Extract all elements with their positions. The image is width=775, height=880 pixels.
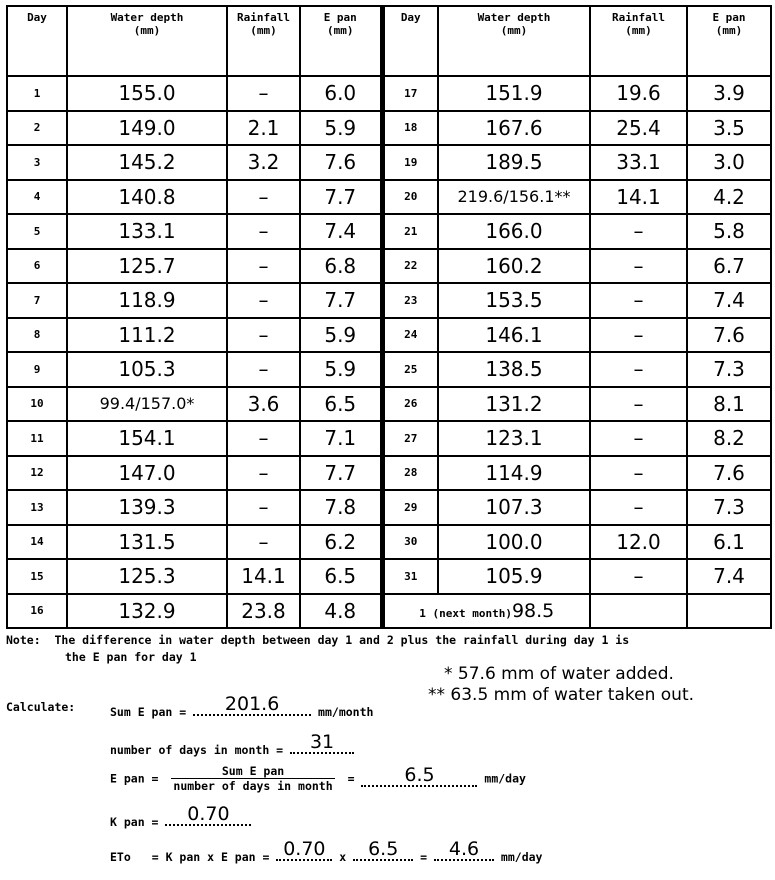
- water-depth-cell: 123.1: [438, 421, 590, 456]
- day-cell: 20: [382, 180, 438, 215]
- table-row: [7, 594, 771, 629]
- water-depth-cell: 125.3: [67, 559, 227, 594]
- epan-cell: 8.1: [687, 387, 771, 422]
- day-cell: 27: [382, 421, 438, 456]
- day-cell: 5: [7, 214, 67, 249]
- header-epan: E pan (mm): [300, 6, 382, 76]
- table-row: [7, 352, 771, 387]
- water-depth-cell: 111.2: [67, 318, 227, 353]
- day-cell: 29: [382, 490, 438, 525]
- rainfall-cell: –: [590, 421, 687, 456]
- sum-epan-field: 201.6: [193, 700, 311, 716]
- water-taken-note: ** 63.5 mm of water taken out.: [428, 685, 695, 705]
- rainfall-cell: –: [590, 387, 687, 422]
- note-label: Note:: [6, 633, 41, 647]
- day-cell: 18: [382, 111, 438, 146]
- day-cell: 3: [7, 145, 67, 180]
- epan-cell: 7.6: [687, 456, 771, 491]
- day-cell: 6: [7, 249, 67, 284]
- epan-value-field: 6.5: [361, 771, 477, 787]
- day-cell: 14: [7, 525, 67, 560]
- water-depth-cell: 131.5: [67, 525, 227, 560]
- table-row: [7, 145, 771, 180]
- epan-cell: 7.1: [300, 421, 382, 456]
- next-month-cell: [382, 594, 590, 629]
- table-row: [7, 490, 771, 525]
- next-month-depth: 98.5: [511, 599, 555, 622]
- table-row: [7, 421, 771, 456]
- water-depth-cell: 155.0: [67, 76, 227, 111]
- empty-cell: [590, 594, 687, 629]
- rainfall-cell: –: [227, 214, 300, 249]
- water-depth-cell: 131.2: [438, 387, 590, 422]
- water-depth-cell: 189.5: [438, 145, 590, 180]
- rainfall-cell: –: [227, 76, 300, 111]
- water-depth-cell: 99.4/157.0*: [67, 387, 227, 422]
- epan-cell: 3.5: [687, 111, 771, 146]
- day-cell: 24: [382, 318, 438, 353]
- header-epan-2: E pan (mm): [687, 6, 771, 76]
- rainfall-cell: 25.4: [590, 111, 687, 146]
- day-cell: 26: [382, 387, 438, 422]
- water-depth-cell: 105.3: [67, 352, 227, 387]
- table-row: [7, 559, 771, 594]
- water-depth-cell: 138.5: [438, 352, 590, 387]
- water-depth-cell: 139.3: [67, 490, 227, 525]
- table-body: [7, 76, 771, 628]
- rainfall-cell: –: [227, 249, 300, 284]
- epan-cell: 6.0: [300, 76, 382, 111]
- rainfall-cell: 3.2: [227, 145, 300, 180]
- rainfall-cell: –: [590, 214, 687, 249]
- water-depth-cell: 114.9: [438, 456, 590, 491]
- calculate-label: Calculate:: [6, 700, 76, 714]
- water-depth-cell: 107.3: [438, 490, 590, 525]
- epan-cell: 7.4: [300, 214, 382, 249]
- epan-cell: 6.8: [300, 249, 382, 284]
- epan-cell: 8.2: [687, 421, 771, 456]
- kpan-line: K pan = 0.70: [110, 810, 251, 829]
- rainfall-cell: 14.1: [227, 559, 300, 594]
- epan-cell: 7.8: [300, 490, 382, 525]
- table-row: [7, 387, 771, 422]
- rainfall-cell: –: [227, 352, 300, 387]
- empty-cell: [687, 594, 771, 629]
- rainfall-cell: –: [227, 490, 300, 525]
- epan-cell: 6.2: [300, 525, 382, 560]
- epan-cell: 6.5: [300, 387, 382, 422]
- epan-formula-line: E pan = $\frac{\text{Sum E pan}}{\text{number of days in month}}$ = 6.5 mm/day: [110, 763, 526, 793]
- day-cell: 10: [7, 387, 67, 422]
- table-row: [7, 283, 771, 318]
- table-row: [7, 456, 771, 491]
- epan-cell: 7.7: [300, 180, 382, 215]
- water-depth-cell: 153.5: [438, 283, 590, 318]
- epan-cell: 5.8: [687, 214, 771, 249]
- eto-line: ETo = K pan x E pan = 0.70 x 6.5 = 4.6 mm/day: [110, 838, 543, 864]
- kpan-field: 0.70: [165, 810, 251, 826]
- rainfall-cell: 3.6: [227, 387, 300, 422]
- water-depth-cell: 105.9: [438, 559, 590, 594]
- sum-epan-line: Sum E pan = 201.6 mm/month: [110, 693, 374, 719]
- day-cell: 17: [382, 76, 438, 111]
- water-added-note: * 57.6 mm of water added.: [444, 664, 674, 684]
- header-water-depth-2: Water depth (mm): [438, 6, 590, 76]
- days-in-month-line: number of days in month = 31: [110, 738, 354, 757]
- epan-cell: 6.1: [687, 525, 771, 560]
- water-depth-cell: 146.1: [438, 318, 590, 353]
- water-depth-cell: 147.0: [67, 456, 227, 491]
- water-depth-cell: 151.9: [438, 76, 590, 111]
- day-cell: 31: [382, 559, 438, 594]
- day-cell: 23: [382, 283, 438, 318]
- rainfall-cell: –: [590, 249, 687, 284]
- water-depth-cell: 118.9: [67, 283, 227, 318]
- epan-cell: 5.9: [300, 111, 382, 146]
- day-cell: 25: [382, 352, 438, 387]
- water-depth-cell: 160.2: [438, 249, 590, 284]
- day-cell: 21: [382, 214, 438, 249]
- epan-cell: 7.7: [300, 456, 382, 491]
- note-line-1: The difference in water depth between day 1 and 2 plus the rainfall during day 1 is: [54, 633, 630, 647]
- day-cell: 1: [7, 76, 67, 111]
- epan-cell: 5.9: [300, 352, 382, 387]
- day-cell: 8: [7, 318, 67, 353]
- water-depth-cell: 125.7: [67, 249, 227, 284]
- header-day: Day: [7, 6, 67, 76]
- epan-cell: 7.6: [687, 318, 771, 353]
- day-cell: 28: [382, 456, 438, 491]
- header-rainfall-2: Rainfall (mm): [590, 6, 687, 76]
- epan-fraction: $\frac{\text{Sum E pan}}{\text{number of days in month}}$: [173, 764, 333, 793]
- day-cell: 4: [7, 180, 67, 215]
- water-depth-cell: 149.0: [67, 111, 227, 146]
- water-depth-cell: 133.1: [67, 214, 227, 249]
- rainfall-cell: –: [227, 525, 300, 560]
- water-depth-cell: 145.2: [67, 145, 227, 180]
- water-depth-cell: 219.6/156.1**: [438, 180, 590, 215]
- water-depth-cell: 132.9: [67, 594, 227, 629]
- epan-cell: 3.9: [687, 76, 771, 111]
- table-row: [7, 214, 771, 249]
- rainfall-cell: –: [590, 352, 687, 387]
- epan-cell: 3.0: [687, 145, 771, 180]
- epan-cell: 7.7: [300, 283, 382, 318]
- days-in-month-field: 31: [290, 738, 354, 754]
- day-cell: 11: [7, 421, 67, 456]
- rainfall-cell: 12.0: [590, 525, 687, 560]
- table-row: [7, 318, 771, 353]
- epan-cell: 4.8: [300, 594, 382, 629]
- epan-cell: 7.6: [300, 145, 382, 180]
- day-cell: 30: [382, 525, 438, 560]
- eto-epan-field: 6.5: [353, 845, 413, 861]
- water-depth-cell: 166.0: [438, 214, 590, 249]
- day-cell: 12: [7, 456, 67, 491]
- day-cell: 13: [7, 490, 67, 525]
- next-month-label: 1 (next month): [419, 606, 512, 620]
- water-depth-cell: 154.1: [67, 421, 227, 456]
- day-cell: 7: [7, 283, 67, 318]
- rainfall-cell: –: [227, 421, 300, 456]
- rainfall-cell: –: [227, 318, 300, 353]
- day-cell: 2: [7, 111, 67, 146]
- rainfall-cell: 14.1: [590, 180, 687, 215]
- epan-cell: 7.4: [687, 283, 771, 318]
- epan-cell: 5.9: [300, 318, 382, 353]
- rainfall-cell: 33.1: [590, 145, 687, 180]
- eto-result-field: 4.6: [434, 845, 494, 861]
- rainfall-cell: –: [227, 180, 300, 215]
- rainfall-cell: –: [590, 283, 687, 318]
- rainfall-cell: –: [227, 283, 300, 318]
- rainfall-cell: –: [590, 456, 687, 491]
- day-cell: 15: [7, 559, 67, 594]
- day-cell: 22: [382, 249, 438, 284]
- epan-cell: 7.3: [687, 490, 771, 525]
- rainfall-cell: –: [590, 318, 687, 353]
- epan-cell: 6.7: [687, 249, 771, 284]
- epan-cell: 4.2: [687, 180, 771, 215]
- header-water-depth: Water depth (mm): [67, 6, 227, 76]
- water-depth-cell: 100.0: [438, 525, 590, 560]
- table-row: [7, 76, 771, 111]
- day-cell: 9: [7, 352, 67, 387]
- water-depth-cell: 167.6: [438, 111, 590, 146]
- table-row: [7, 180, 771, 215]
- epan-cell: 7.4: [687, 559, 771, 594]
- day-cell: 16: [7, 594, 67, 629]
- rainfall-cell: –: [590, 559, 687, 594]
- note-block: [6, 632, 629, 666]
- header-rainfall: Rainfall (mm): [227, 6, 300, 76]
- rainfall-cell: 19.6: [590, 76, 687, 111]
- epan-cell: 7.3: [687, 352, 771, 387]
- pan-evaporation-table: [6, 5, 772, 629]
- rainfall-cell: 23.8: [227, 594, 300, 629]
- water-adjustment-notes: [428, 664, 694, 706]
- rainfall-cell: –: [590, 490, 687, 525]
- note-line-2: the E pan for day 1: [65, 650, 197, 664]
- table-header-row: [7, 6, 771, 76]
- table-row: [7, 249, 771, 284]
- header-day-2: Day: [382, 6, 438, 76]
- epan-cell: 6.5: [300, 559, 382, 594]
- rainfall-cell: –: [227, 456, 300, 491]
- day-cell: 19: [382, 145, 438, 180]
- table-row: [7, 525, 771, 560]
- table-row: [7, 111, 771, 146]
- eto-kpan-field: 0.70: [276, 845, 332, 861]
- rainfall-cell: 2.1: [227, 111, 300, 146]
- water-depth-cell: 140.8: [67, 180, 227, 215]
